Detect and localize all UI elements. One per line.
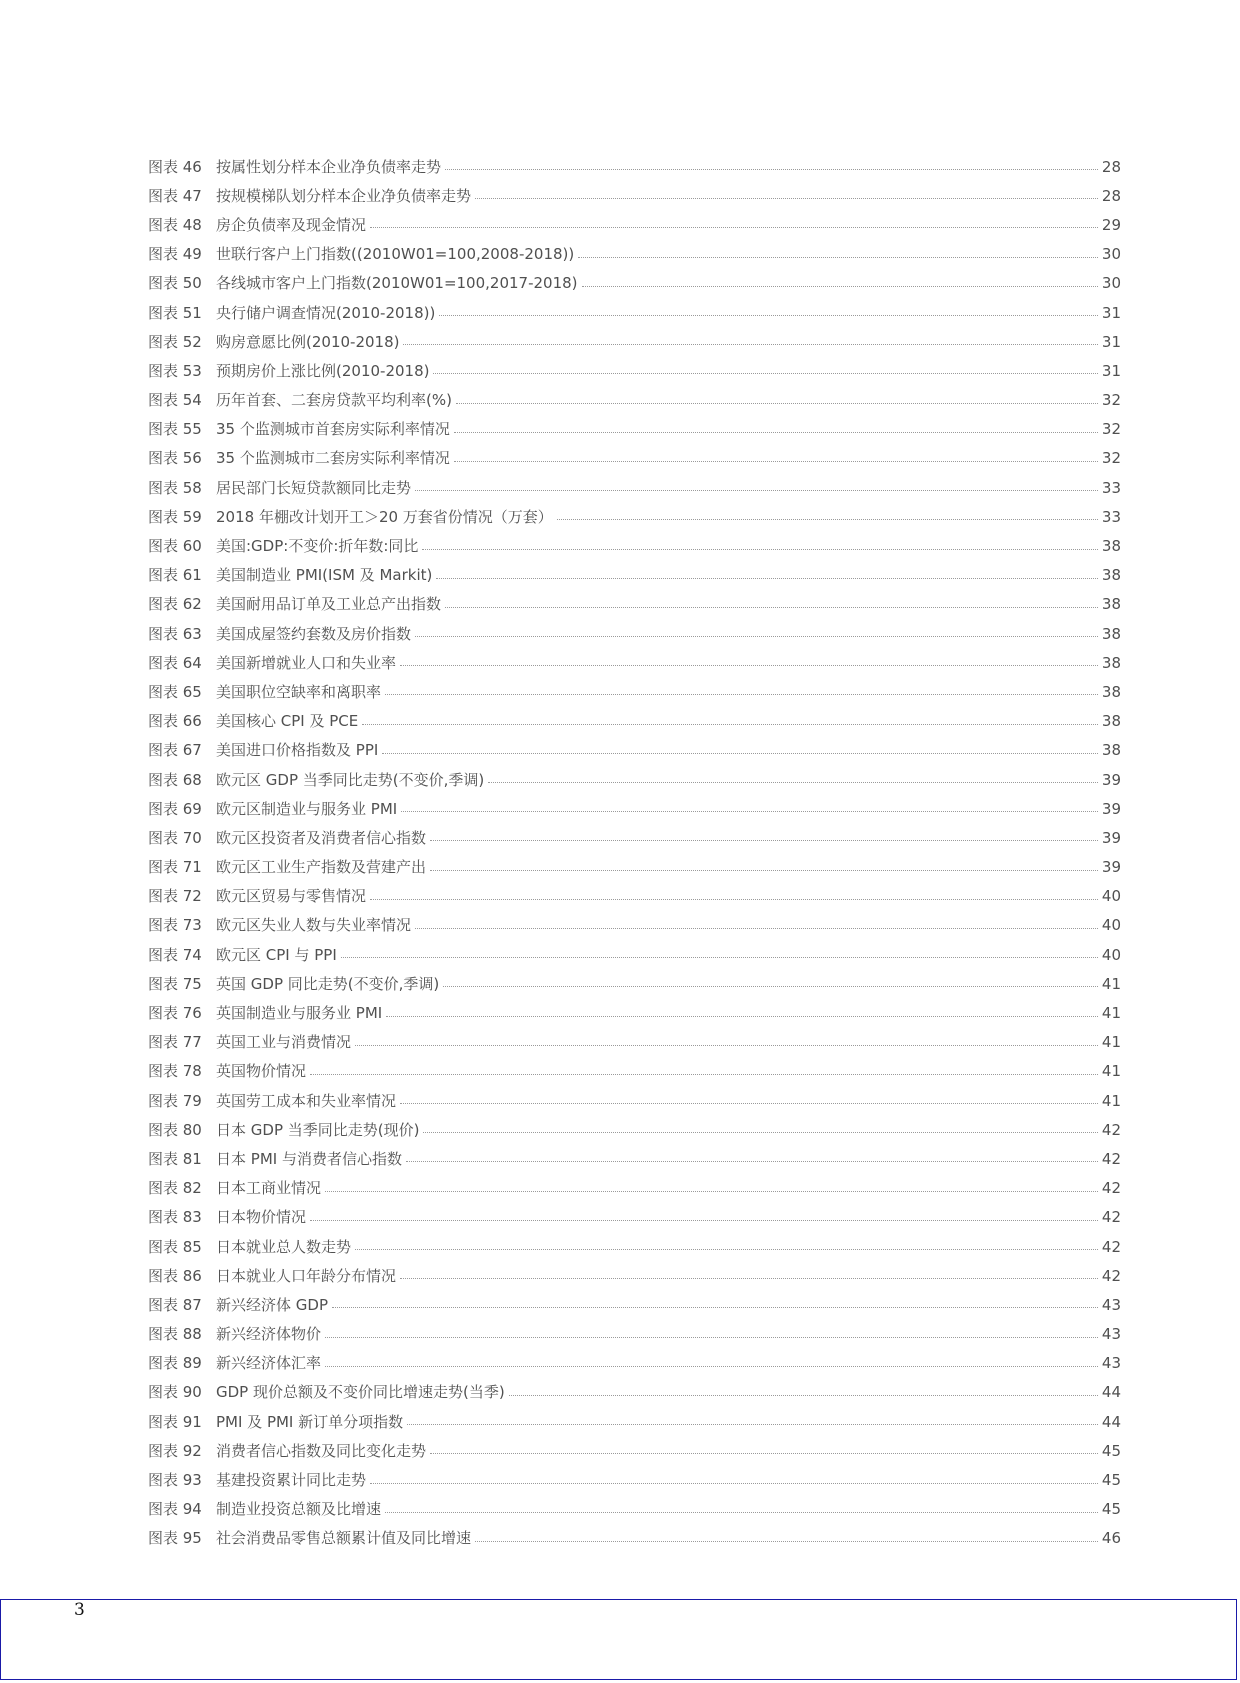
figure-title: 欧元区投资者及消费者信心指数 (216, 828, 427, 847)
toc-entry[interactable] (148, 298, 1121, 327)
dot-leader (403, 344, 1097, 345)
figure-title: 基建投资累计同比走势 (216, 1471, 367, 1490)
figure-label: 图表 91 (148, 1412, 202, 1431)
toc-entry[interactable] (148, 327, 1121, 356)
dot-leader (488, 782, 1098, 783)
dot-leader (509, 1395, 1098, 1396)
figure-label: 图表 93 (148, 1471, 202, 1490)
dot-leader (475, 198, 1098, 199)
figure-label: 图表 68 (148, 770, 202, 789)
toc-entry[interactable] (148, 1115, 1121, 1144)
dot-leader (310, 1220, 1098, 1221)
figure-label: 图表 47 (148, 186, 202, 205)
dot-leader (401, 811, 1098, 812)
toc-entry[interactable] (148, 152, 1121, 181)
figure-label: 图表 69 (148, 799, 202, 818)
figure-title: 日本 GDP 当季同比走势(现价) (216, 1120, 420, 1139)
toc-entry[interactable] (148, 823, 1121, 852)
figure-label: 图表 81 (148, 1149, 202, 1168)
dot-leader (385, 694, 1098, 695)
figure-label: 图表 71 (148, 858, 202, 877)
figure-title: 35 个监测城市首套房实际利率情况 (216, 420, 450, 439)
figure-label: 图表 56 (148, 449, 202, 468)
dot-leader (578, 257, 1098, 258)
toc-entry[interactable] (148, 619, 1121, 648)
figure-title: 美国职位空缺率和离职率 (216, 682, 382, 701)
page-ref: 31 (1101, 303, 1121, 322)
figure-label: 图表 92 (148, 1441, 202, 1460)
dot-leader (415, 636, 1098, 637)
page-ref: 30 (1101, 245, 1121, 264)
figure-title: 美国:GDP:不变价:折年数:同比 (216, 537, 419, 556)
toc-entry[interactable] (148, 677, 1121, 706)
toc-entry[interactable] (148, 210, 1121, 239)
page-ref: 38 (1101, 595, 1121, 614)
toc-entry[interactable] (148, 1232, 1121, 1261)
toc-entry[interactable] (148, 736, 1121, 765)
figure-label: 图表 77 (148, 1033, 202, 1052)
page-ref: 42 (1101, 1208, 1121, 1227)
figure-label: 图表 73 (148, 916, 202, 935)
figure-label: 图表 59 (148, 507, 202, 526)
figure-label: 图表 67 (148, 741, 202, 760)
figure-title: 预期房价上涨比例(2010-2018) (216, 361, 430, 380)
dot-leader (325, 1366, 1098, 1367)
figure-title: PMI 及 PMI 新订单分项指数 (216, 1412, 404, 1431)
dot-leader (355, 1045, 1098, 1046)
dot-leader (362, 724, 1098, 725)
toc-entry[interactable] (148, 1465, 1121, 1494)
page-ref: 31 (1101, 332, 1121, 351)
figure-label: 图表 86 (148, 1266, 202, 1285)
figure-label: 图表 46 (148, 157, 202, 176)
page-ref: 33 (1101, 507, 1121, 526)
page-ref: 32 (1101, 420, 1121, 439)
toc-entry[interactable] (148, 765, 1121, 794)
dot-leader (433, 373, 1097, 374)
figure-label: 图表 55 (148, 420, 202, 439)
toc-entry[interactable] (148, 1436, 1121, 1465)
figure-label: 图表 63 (148, 624, 202, 643)
page-ref: 41 (1101, 1004, 1121, 1023)
toc-entry[interactable] (148, 590, 1121, 619)
figure-title: 日本就业人口年龄分布情况 (216, 1266, 397, 1285)
figure-title: 制造业投资总额及比增速 (216, 1500, 382, 1519)
page-ref: 38 (1101, 712, 1121, 731)
figure-label: 图表 60 (148, 537, 202, 556)
dot-leader (430, 870, 1098, 871)
toc-entry[interactable] (148, 531, 1121, 560)
figure-title: 社会消费品零售总额累计值及同比增速 (216, 1529, 472, 1548)
toc-entry[interactable] (148, 502, 1121, 531)
toc-entry[interactable] (148, 356, 1121, 385)
toc-entry[interactable] (148, 240, 1121, 269)
figure-label: 图表 78 (148, 1062, 202, 1081)
toc-entry[interactable] (148, 940, 1121, 969)
page-ref: 45 (1101, 1471, 1121, 1490)
figure-label: 图表 87 (148, 1295, 202, 1314)
figure-title: 日本物价情况 (216, 1208, 307, 1227)
toc-entry[interactable] (148, 998, 1121, 1027)
dot-leader (310, 1074, 1098, 1075)
dot-leader (436, 578, 1098, 579)
toc-entry[interactable] (148, 386, 1121, 415)
figure-title: 消费者信心指数及同比变化走势 (216, 1441, 427, 1460)
dot-leader (456, 403, 1098, 404)
dot-leader (406, 1161, 1098, 1162)
figure-title: 购房意愿比例(2010-2018) (216, 332, 400, 351)
page-ref: 41 (1101, 1062, 1121, 1081)
dot-leader (415, 490, 1098, 491)
toc-entry[interactable] (148, 648, 1121, 677)
figure-title: 新兴经济体 GDP (216, 1295, 328, 1314)
figure-label: 图表 83 (148, 1208, 202, 1227)
page-ref: 32 (1101, 449, 1121, 468)
figure-title: 欧元区工业生产指数及营建产出 (216, 858, 427, 877)
figure-title: 日本就业总人数走势 (216, 1237, 352, 1256)
figure-title: 美国耐用品订单及工业总产出指数 (216, 595, 442, 614)
page-ref: 40 (1101, 887, 1121, 906)
toc-entry[interactable] (148, 969, 1121, 998)
page-ref: 42 (1101, 1120, 1121, 1139)
figure-title: 各线城市客户上门指数(2010W01=100,2017-2018) (216, 274, 578, 293)
dot-leader (582, 286, 1098, 287)
figure-label: 图表 62 (148, 595, 202, 614)
dot-leader (382, 753, 1098, 754)
figure-label: 图表 54 (148, 391, 202, 410)
figure-title: 英国物价情况 (216, 1062, 307, 1081)
figure-title: 日本工商业情况 (216, 1179, 322, 1198)
figure-title: 美国成屋签约套数及房价指数 (216, 624, 412, 643)
page-ref: 45 (1101, 1500, 1121, 1519)
dot-leader (430, 840, 1098, 841)
dot-leader (422, 549, 1097, 550)
figure-title: 央行储户调查情况(2010-2018)) (216, 303, 436, 322)
dot-leader (454, 461, 1098, 462)
figure-title: 英国制造业与服务业 PMI (216, 1004, 383, 1023)
figure-label: 图表 79 (148, 1091, 202, 1110)
figure-title: 美国制造业 PMI(ISM 及 Markit) (216, 566, 433, 585)
figure-label: 图表 49 (148, 245, 202, 264)
figure-label: 图表 58 (148, 478, 202, 497)
dot-leader (443, 986, 1098, 987)
figure-label: 图表 61 (148, 566, 202, 585)
figure-title: 英国工业与消费情况 (216, 1033, 352, 1052)
figure-label: 图表 85 (148, 1237, 202, 1256)
dot-leader (355, 1249, 1098, 1250)
page-ref: 41 (1101, 974, 1121, 993)
dot-leader (415, 928, 1098, 929)
figure-label: 图表 50 (148, 274, 202, 293)
figure-label: 图表 74 (148, 945, 202, 964)
figure-title: 欧元区失业人数与失业率情况 (216, 916, 412, 935)
page-ref: 38 (1101, 624, 1121, 643)
toc-entry[interactable] (148, 1203, 1121, 1232)
figure-label: 图表 65 (148, 682, 202, 701)
figure-title: 新兴经济体物价 (216, 1325, 322, 1344)
page-ref: 43 (1101, 1295, 1121, 1314)
figure-label: 图表 95 (148, 1529, 202, 1548)
toc-entry[interactable] (148, 1028, 1121, 1057)
dot-leader (475, 1541, 1098, 1542)
dot-leader (430, 1453, 1098, 1454)
toc-entry[interactable] (148, 707, 1121, 736)
figure-label: 图表 53 (148, 361, 202, 380)
footer-frame (0, 1599, 1237, 1680)
dot-leader (370, 899, 1098, 900)
figure-label: 图表 82 (148, 1179, 202, 1198)
dot-leader (332, 1307, 1098, 1308)
toc-entry[interactable] (148, 1086, 1121, 1115)
toc-entry[interactable] (148, 1378, 1121, 1407)
figure-title: 欧元区 CPI 与 PPI (216, 945, 337, 964)
figure-title: 美国进口价格指数及 PPI (216, 741, 379, 760)
figure-label: 图表 70 (148, 828, 202, 847)
page-ref: 31 (1101, 361, 1121, 380)
page-ref: 39 (1101, 770, 1121, 789)
dot-leader (341, 957, 1098, 958)
figure-title: 日本 PMI 与消费者信心指数 (216, 1149, 402, 1168)
page-ref: 39 (1101, 799, 1121, 818)
figure-title: 欧元区贸易与零售情况 (216, 887, 367, 906)
toc-entry[interactable] (148, 181, 1121, 210)
figure-title: 欧元区 GDP 当季同比走势(不变价,季调) (216, 770, 485, 789)
figure-label: 图表 48 (148, 215, 202, 234)
figure-title: 英国 GDP 同比走势(不变价,季调) (216, 974, 440, 993)
dot-leader (557, 519, 1098, 520)
toc-entry[interactable] (148, 269, 1121, 298)
dot-leader (400, 665, 1098, 666)
figure-label: 图表 90 (148, 1383, 202, 1402)
dot-leader (370, 1483, 1098, 1484)
dot-leader (445, 169, 1098, 170)
dot-leader (325, 1337, 1098, 1338)
figure-title: 2018 年棚改计划开工＞20 万套省份情况（万套） (216, 507, 553, 526)
dot-leader (439, 315, 1098, 316)
page-ref: 41 (1101, 1033, 1121, 1052)
page-ref: 42 (1101, 1237, 1121, 1256)
figure-title: GDP 现价总额及不变价同比增速走势(当季) (216, 1383, 505, 1402)
figure-label: 图表 80 (148, 1120, 202, 1139)
page-ref: 40 (1101, 916, 1121, 935)
toc-entry[interactable] (148, 794, 1121, 823)
toc-entry[interactable] (148, 473, 1121, 502)
dot-leader (423, 1132, 1097, 1133)
page-ref: 42 (1101, 1149, 1121, 1168)
toc-entry[interactable] (148, 1495, 1121, 1524)
dot-leader (385, 1512, 1098, 1513)
dot-leader (386, 1016, 1098, 1017)
toc-entry[interactable] (148, 1144, 1121, 1173)
page-ref: 42 (1101, 1266, 1121, 1285)
figure-title: 35 个监测城市二套房实际利率情况 (216, 449, 450, 468)
toc-entry[interactable] (148, 1261, 1121, 1290)
figure-label: 图表 72 (148, 887, 202, 906)
figure-label: 图表 75 (148, 974, 202, 993)
figure-label: 图表 64 (148, 653, 202, 672)
figure-label: 图表 51 (148, 303, 202, 322)
figure-label: 图表 88 (148, 1325, 202, 1344)
figure-label: 图表 76 (148, 1004, 202, 1023)
toc-entry[interactable] (148, 1349, 1121, 1378)
figure-title: 美国新增就业人口和失业率 (216, 653, 397, 672)
figure-title: 世联行客户上门指数((2010W01=100,2008-2018)) (216, 245, 575, 264)
page-ref: 45 (1101, 1441, 1121, 1460)
figure-label: 图表 94 (148, 1500, 202, 1519)
toc-entry[interactable] (148, 1057, 1121, 1086)
toc-entry[interactable] (148, 415, 1121, 444)
figure-title: 英国劳工成本和失业率情况 (216, 1091, 397, 1110)
page-ref: 28 (1101, 157, 1121, 176)
page-ref: 43 (1101, 1354, 1121, 1373)
figure-title: 新兴经济体汇率 (216, 1354, 322, 1373)
figure-title: 按属性划分样本企业净负债率走势 (216, 157, 442, 176)
figure-list (148, 152, 1121, 1553)
toc-entry[interactable] (148, 1290, 1121, 1319)
dot-leader (445, 607, 1098, 608)
page-ref: 38 (1101, 682, 1121, 701)
toc-entry[interactable] (148, 882, 1121, 911)
page-ref: 46 (1101, 1529, 1121, 1548)
page-ref: 44 (1101, 1383, 1121, 1402)
dot-leader (454, 432, 1098, 433)
toc-entry[interactable] (148, 444, 1121, 473)
figure-title: 欧元区制造业与服务业 PMI (216, 799, 398, 818)
figure-title: 房企负债率及现金情况 (216, 215, 367, 234)
figure-label: 图表 66 (148, 712, 202, 731)
page-ref: 38 (1101, 741, 1121, 760)
toc-entry[interactable] (148, 1407, 1121, 1436)
page-ref: 38 (1101, 537, 1121, 556)
page-ref: 39 (1101, 828, 1121, 847)
figure-title: 美国核心 CPI 及 PCE (216, 712, 359, 731)
page-ref: 30 (1101, 274, 1121, 293)
figure-title: 按规模梯队划分样本企业净负债率走势 (216, 186, 472, 205)
page-ref: 41 (1101, 1091, 1121, 1110)
toc-entry[interactable] (148, 1174, 1121, 1203)
page-ref: 33 (1101, 478, 1121, 497)
page-ref: 29 (1101, 215, 1121, 234)
page-number: 3 (74, 1600, 85, 1620)
dot-leader (400, 1278, 1098, 1279)
toc-entry[interactable] (148, 853, 1121, 882)
dot-leader (370, 227, 1098, 228)
dot-leader (407, 1424, 1098, 1425)
page-ref: 39 (1101, 858, 1121, 877)
figure-title: 历年首套、二套房贷款平均利率(%) (216, 391, 452, 410)
toc-entry[interactable] (148, 561, 1121, 590)
figure-label: 图表 52 (148, 332, 202, 351)
toc-entry[interactable] (148, 1320, 1121, 1349)
page-ref: 42 (1101, 1179, 1121, 1198)
page-ref: 28 (1101, 186, 1121, 205)
page-ref: 40 (1101, 945, 1121, 964)
dot-leader (325, 1191, 1098, 1192)
page-ref: 32 (1101, 391, 1121, 410)
toc-entry[interactable] (148, 1524, 1121, 1553)
page-ref: 44 (1101, 1412, 1121, 1431)
toc-entry[interactable] (148, 911, 1121, 940)
figure-title: 居民部门长短贷款额同比走势 (216, 478, 412, 497)
page-ref: 38 (1101, 566, 1121, 585)
dot-leader (400, 1103, 1098, 1104)
page-ref: 38 (1101, 653, 1121, 672)
figure-label: 图表 89 (148, 1354, 202, 1373)
page-ref: 43 (1101, 1325, 1121, 1344)
